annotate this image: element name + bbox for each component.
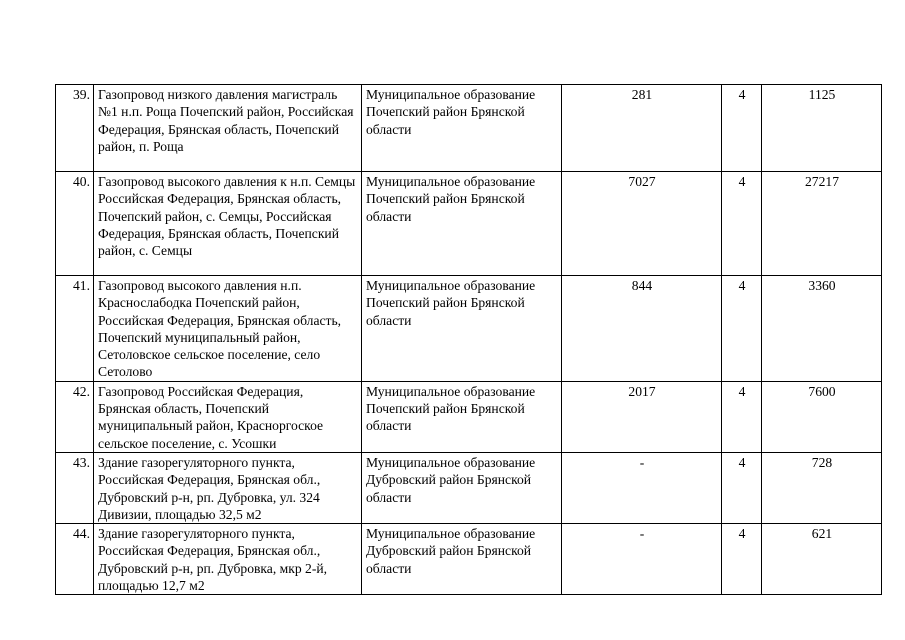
length: 281 xyxy=(562,85,722,172)
object-name: Здание газорегуляторного пункта, Российская Федерация, Брянская обл., Дубровский р-н, рп. Дубровка, мкр 2-й, площадью 12,7 м2 xyxy=(94,524,362,595)
table-row xyxy=(56,452,882,523)
value: 27217 xyxy=(762,172,882,276)
row-number: 41. xyxy=(56,276,94,382)
object-name: Газопровод низкого давления магистраль №1 н.п. Роща Почепский район, Российская Федерация, Брянская область, Почепский район, п. Роща xyxy=(94,85,362,172)
object-name: Газопровод высокого давления к н.п. Семцы Российская Федерация, Брянская область, Почепский район, с. Семцы, Российская Федерация, Брянская область, Почепский район, с. Семцы xyxy=(94,172,362,276)
owner: Муниципальное образование Почепский район Брянской области xyxy=(362,276,562,382)
table-row xyxy=(56,524,882,595)
row-number: 42. xyxy=(56,381,94,452)
owner: Муниципальное образование Почепский район Брянской области xyxy=(362,381,562,452)
owner: Муниципальное образование Почепский район Брянской области xyxy=(362,85,562,172)
length: - xyxy=(562,524,722,595)
value: 3360 xyxy=(762,276,882,382)
category: 4 xyxy=(722,381,762,452)
table-row xyxy=(56,381,882,452)
object-name: Газопровод высокого давления н.п. Краснослабодка Почепский район, Российская Федерация, Брянская область, Почепский муниципальный район, Сетоловское сельское поселение, село Сетолово xyxy=(94,276,362,382)
value: 7600 xyxy=(762,381,882,452)
value: 621 xyxy=(762,524,882,595)
length: 7027 xyxy=(562,172,722,276)
table-row xyxy=(56,172,882,276)
category: 4 xyxy=(722,524,762,595)
value: 1125 xyxy=(762,85,882,172)
object-name: Здание газорегуляторного пункта, Российская Федерация, Брянская обл., Дубровский р-н, рп. Дубровка, ул. 324 Дивизии, площадью 32,5 м2 xyxy=(94,452,362,523)
category: 4 xyxy=(722,85,762,172)
length: - xyxy=(562,452,722,523)
owner: Муниципальное образование Дубровский район Брянской области xyxy=(362,452,562,523)
category: 4 xyxy=(722,172,762,276)
document-page xyxy=(55,84,881,595)
table-row xyxy=(56,276,882,382)
row-number: 40. xyxy=(56,172,94,276)
value: 728 xyxy=(762,452,882,523)
length: 2017 xyxy=(562,381,722,452)
property-table xyxy=(55,84,882,595)
object-name: Газопровод Российская Федерация, Брянская область, Почепский муниципальный район, Красноргоское сельское поселение, с. Усошки xyxy=(94,381,362,452)
category: 4 xyxy=(722,276,762,382)
category: 4 xyxy=(722,452,762,523)
table-row xyxy=(56,85,882,172)
row-number: 39. xyxy=(56,85,94,172)
owner: Муниципальное образование Дубровский район Брянской области xyxy=(362,524,562,595)
owner: Муниципальное образование Почепский район Брянской области xyxy=(362,172,562,276)
row-number: 43. xyxy=(56,452,94,523)
length: 844 xyxy=(562,276,722,382)
row-number: 44. xyxy=(56,524,94,595)
